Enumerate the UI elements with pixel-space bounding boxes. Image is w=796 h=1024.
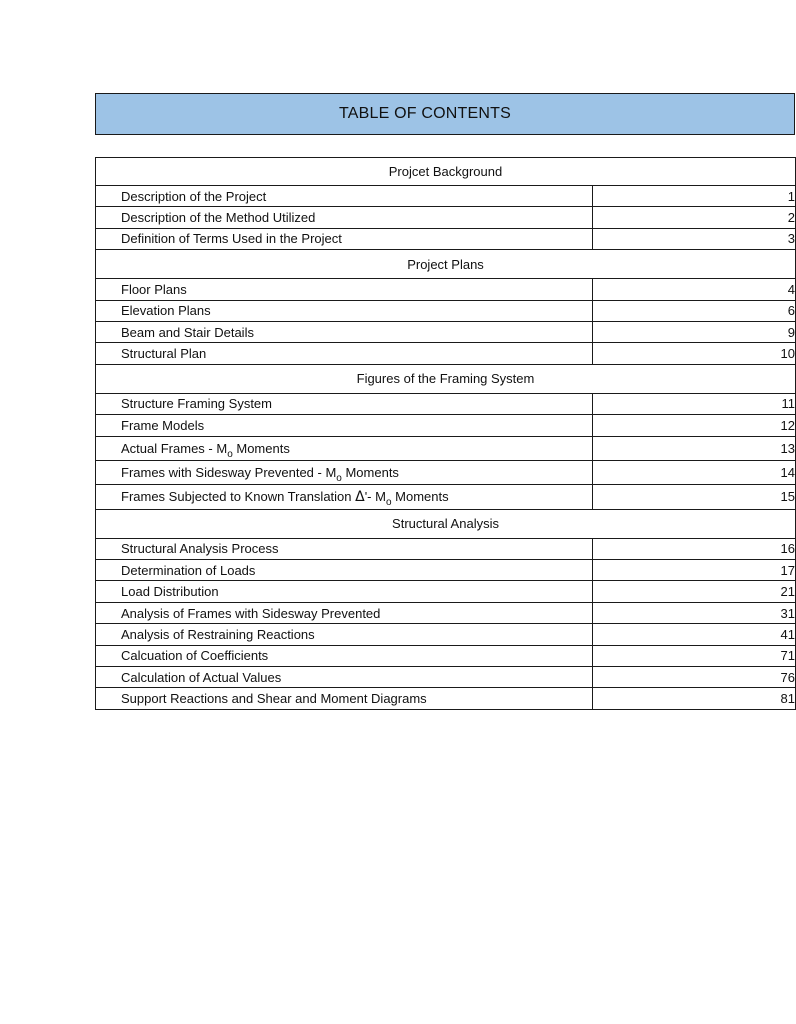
page-number-cell <box>593 538 796 559</box>
entry-title: Analysis of Restraining Reactions <box>121 626 315 642</box>
toc-entry-row <box>96 300 796 321</box>
entry-subscript: o <box>336 473 342 485</box>
entry-title: Calcuation of Coefficients <box>121 648 269 664</box>
page-number: 10 <box>780 346 795 362</box>
page-number-cell <box>593 602 796 623</box>
entry-title: Load Distribution <box>121 584 219 600</box>
entry-title-middle: '- M <box>364 488 386 504</box>
document-title: TABLE OF CONTENTS <box>338 105 511 122</box>
page-number: 14 <box>780 465 795 481</box>
title-banner <box>95 93 795 135</box>
page-number-cell <box>593 186 796 207</box>
section-heading-row <box>96 509 796 538</box>
page-number-cell <box>593 688 796 709</box>
entry-title-cell <box>96 560 593 581</box>
page-number: 31 <box>780 605 795 621</box>
entry-title: Frame Models <box>121 417 205 433</box>
entry-title-cell <box>96 602 593 623</box>
entry-title-cell <box>96 207 593 228</box>
page-number: 17 <box>780 562 795 578</box>
entry-title-cell <box>96 393 593 414</box>
toc-entry-row <box>96 624 796 645</box>
page-number: 81 <box>780 691 795 707</box>
page-number: 4 <box>787 281 795 297</box>
entry-title-cell <box>96 667 593 688</box>
page-number: 16 <box>780 541 795 557</box>
entry-title: Actual Frames - M <box>121 440 228 456</box>
entry-title: Structural Plan <box>121 346 207 362</box>
entry-title: Frames with Sidesway Prevented - M <box>121 465 337 481</box>
page-number-cell <box>593 228 796 249</box>
entry-title-cell <box>96 645 593 666</box>
page-number-cell <box>593 436 796 460</box>
entry-title: Structural Analysis Process <box>121 541 279 557</box>
page-number: 3 <box>787 231 795 247</box>
section-heading-cell <box>96 250 796 279</box>
entry-title-cell <box>96 300 593 321</box>
page-number: 21 <box>780 584 795 600</box>
page-number-cell <box>593 460 796 484</box>
page-number-cell <box>593 645 796 666</box>
toc-entry-row <box>96 538 796 559</box>
entry-title-cell <box>96 460 593 484</box>
section-heading: Structural Analysis <box>392 516 499 532</box>
page-number: 11 <box>781 396 795 412</box>
page-number-cell <box>593 279 796 300</box>
page-number: 15 <box>780 489 795 505</box>
page-number-cell <box>593 415 796 436</box>
entry-title-cell <box>96 581 593 602</box>
entry-subscript: o <box>227 448 233 460</box>
entry-title-cell <box>96 343 593 364</box>
page-number-cell <box>593 343 796 364</box>
entry-title-cell <box>96 436 593 460</box>
entry-title-suffix: Moments <box>341 465 399 481</box>
page-number: 12 <box>780 417 795 433</box>
entry-title: Support Reactions and Shear and Moment Diagrams <box>121 691 427 707</box>
entry-title-cell <box>96 485 593 509</box>
toc-entry-row <box>96 279 796 300</box>
entry-title: Determination of Loads <box>121 562 256 578</box>
toc-entry-row <box>96 321 796 342</box>
toc-entry-row <box>96 343 796 364</box>
page-number-cell <box>593 624 796 645</box>
page-number: 2 <box>787 210 795 226</box>
toc-entry-row <box>96 602 796 623</box>
entry-title: Analysis of Frames with Sidesway Prevented <box>121 605 381 621</box>
section-heading-cell <box>96 509 796 538</box>
toc-entry-row <box>96 436 796 460</box>
toc-entry-row <box>96 688 796 709</box>
entry-title-cell <box>96 624 593 645</box>
toc-entry-row <box>96 228 796 249</box>
page-number-cell <box>593 581 796 602</box>
toc-entry-row <box>96 485 796 509</box>
page-number: 76 <box>780 669 795 685</box>
toc-entry-row <box>96 581 796 602</box>
toc-entry-row <box>96 560 796 581</box>
page-number-cell <box>593 560 796 581</box>
section-heading-row <box>96 250 796 279</box>
entry-title-cell <box>96 321 593 342</box>
entry-title: Description of the Project <box>121 188 267 204</box>
entry-title: Floor Plans <box>121 281 187 297</box>
page-number-cell <box>593 321 796 342</box>
entry-title: Frames Subjected to Known Translation <box>121 488 356 504</box>
entry-title: Definition of Terms Used in the Project <box>121 231 342 247</box>
toc-entry-row <box>96 667 796 688</box>
entry-title-cell <box>96 186 593 207</box>
section-heading-row <box>96 364 796 393</box>
toc-entry-row <box>96 207 796 228</box>
entry-title-suffix: Moments <box>232 440 290 456</box>
toc-entry-row <box>96 645 796 666</box>
page-number-cell <box>593 300 796 321</box>
delta-symbol: Δ <box>355 488 365 505</box>
toc-entry-row <box>96 393 796 414</box>
page-number-cell <box>593 207 796 228</box>
page-number: 71 <box>780 648 795 664</box>
page-number-cell <box>593 485 796 509</box>
entry-title-cell <box>96 279 593 300</box>
toc-entry-row <box>96 415 796 436</box>
toc-table <box>95 157 796 710</box>
toc-entry-row <box>96 186 796 207</box>
section-heading-cell <box>96 364 796 393</box>
section-heading: Project Plans <box>407 256 484 272</box>
section-heading-cell <box>96 158 796 186</box>
entry-title: Description of the Method Utilized <box>121 210 316 226</box>
page-number: 9 <box>787 324 795 340</box>
entry-title-cell <box>96 688 593 709</box>
entry-title: Elevation Plans <box>121 303 211 319</box>
page-number-cell <box>593 667 796 688</box>
entry-title: Structure Framing System <box>121 396 272 412</box>
entry-subscript: o <box>385 496 392 508</box>
page-number: 6 <box>787 303 795 319</box>
page-number: 13 <box>780 440 795 456</box>
entry-title-cell <box>96 228 593 249</box>
entry-title: Beam and Stair Details <box>121 324 254 340</box>
entry-title-cell <box>96 538 593 559</box>
toc-body <box>96 158 796 710</box>
entry-title-cell <box>96 415 593 436</box>
section-heading-row <box>96 158 796 186</box>
page-number: 41 <box>780 626 795 642</box>
section-heading: Figures of the Framing System <box>356 371 535 387</box>
entry-title-suffix: Moments <box>391 488 449 504</box>
entry-title: Calculation of Actual Values <box>121 669 282 685</box>
section-heading: Projcet Background <box>388 164 503 179</box>
page-number-cell <box>593 393 796 414</box>
page-number: 1 <box>787 188 795 204</box>
toc-entry-row <box>96 460 796 484</box>
